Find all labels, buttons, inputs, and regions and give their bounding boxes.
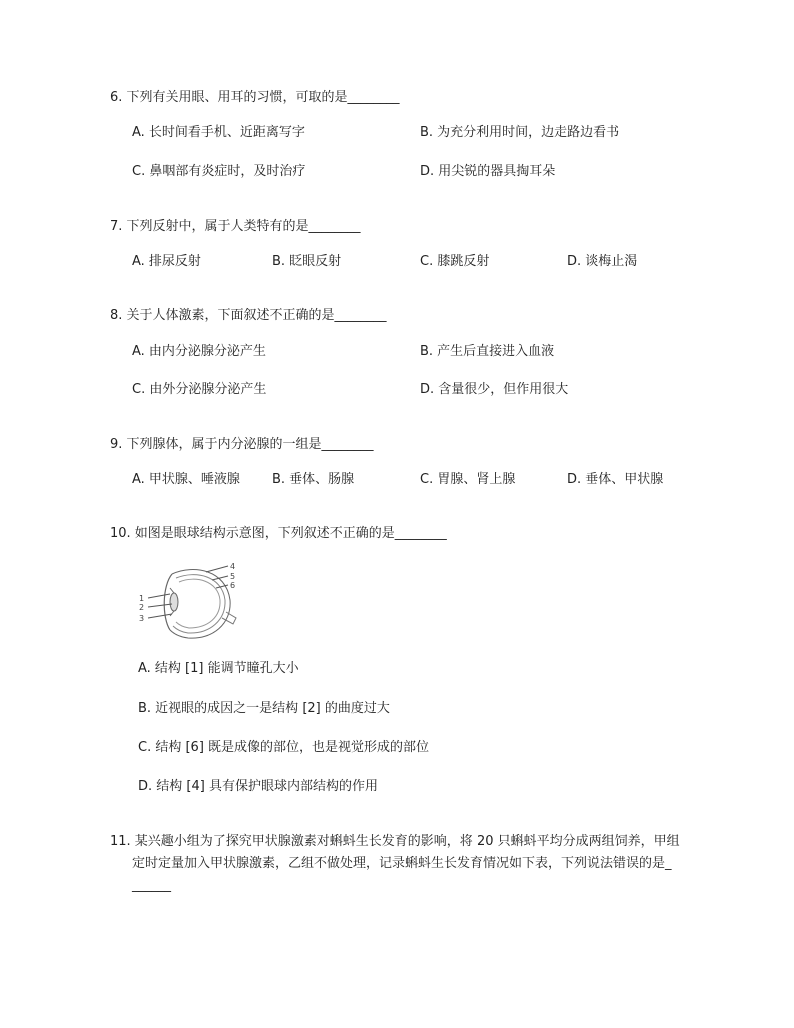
question-9-stem: 9. 下列腺体，属于内分泌腺的一组是________ bbox=[110, 437, 374, 452]
question-6-option-d: D. 用尖锐的器具掏耳朵 bbox=[420, 164, 556, 179]
eyeball-iris-lower bbox=[170, 611, 174, 616]
question-8-option-b: B. 产生后直接进入血液 bbox=[420, 344, 555, 359]
question-9-option-c: C. 胃腺、肾上腺 bbox=[420, 472, 516, 487]
figure-label-4: 4 bbox=[230, 562, 236, 571]
question-10-option-d: D. 结构 [4] 具有保护眼球内部结构的作用 bbox=[138, 779, 378, 794]
question-11-line-2: 定时定量加入甲状腺激素，乙组不做处理，记录蝌蚪生长发育情况如下表，下列说法错误的是_ bbox=[132, 856, 672, 871]
question-6-option-a: A. 长时间看手机、近距离写字 bbox=[132, 125, 305, 140]
question-11-line-1: 11. 某兴趣小组为了探究甲状腺激素对蝌蚪生长发育的影响，将 20 只蝌蚪平均分成两组饲养，甲组 bbox=[110, 834, 680, 849]
question-9-option-a: A. 甲状腺、唾液腺 bbox=[132, 472, 240, 487]
question-7-option-b: B. 眨眼反射 bbox=[272, 254, 342, 269]
eyeball-choroid bbox=[173, 575, 225, 633]
question-10-option-a: A. 结构 [1] 能调节瞳孔大小 bbox=[138, 661, 299, 676]
question-6-option-c: C. 鼻咽部有炎症时，及时治疗 bbox=[132, 164, 306, 179]
leader-line-1 bbox=[148, 594, 170, 598]
question-11-stem bbox=[110, 831, 720, 897]
question-7-stem: 7. 下列反射中，属于人类特有的是________ bbox=[110, 219, 361, 234]
leader-line-4 bbox=[206, 566, 228, 572]
question-8-stem: 8. 关于人体激素，下面叙述不正确的是________ bbox=[110, 308, 387, 323]
figure-label-5: 5 bbox=[230, 572, 236, 581]
question-7-option-a: A. 排尿反射 bbox=[132, 254, 201, 269]
eyeball-iris-upper bbox=[170, 588, 174, 593]
eyeball-retina bbox=[176, 579, 220, 628]
question-10-stem: 10. 如图是眼球结构示意图，下列叙述不正确的是________ bbox=[110, 526, 447, 541]
leader-line-3 bbox=[148, 614, 172, 618]
eyeball-diagram bbox=[136, 562, 242, 644]
figure-label-6: 6 bbox=[230, 581, 236, 590]
question-8-option-d: D. 含量很少，但作用很大 bbox=[420, 382, 569, 397]
figure-label-3: 3 bbox=[139, 614, 145, 623]
figure-label-2: 2 bbox=[139, 603, 145, 612]
question-11-line-3: ______ bbox=[132, 878, 171, 893]
question-10-option-b: B. 近视眼的成因之一是结构 [2] 的曲度过大 bbox=[138, 701, 390, 716]
question-8-option-c: C. 由外分泌腺分泌产生 bbox=[132, 382, 267, 397]
leader-line-2 bbox=[148, 604, 172, 607]
question-8-option-a: A. 由内分泌腺分泌产生 bbox=[132, 344, 266, 359]
question-9-option-b: B. 垂体、肠腺 bbox=[272, 472, 355, 487]
question-6-option-b: B. 为充分利用时间，边走路边看书 bbox=[420, 125, 620, 140]
question-10-option-c: C. 结构 [6] 既是成像的部位，也是视觉形成的部位 bbox=[138, 740, 430, 755]
question-7-option-d: D. 谈梅止渴 bbox=[567, 254, 638, 269]
eyeball-lens bbox=[170, 593, 178, 611]
question-7-option-c: C. 膝跳反射 bbox=[420, 254, 490, 269]
question-9-option-d: D. 垂体、甲状腺 bbox=[567, 472, 664, 487]
question-6-stem: 6. 下列有关用眼、用耳的习惯，可取的是________ bbox=[110, 90, 400, 105]
figure-label-1: 1 bbox=[139, 594, 145, 603]
